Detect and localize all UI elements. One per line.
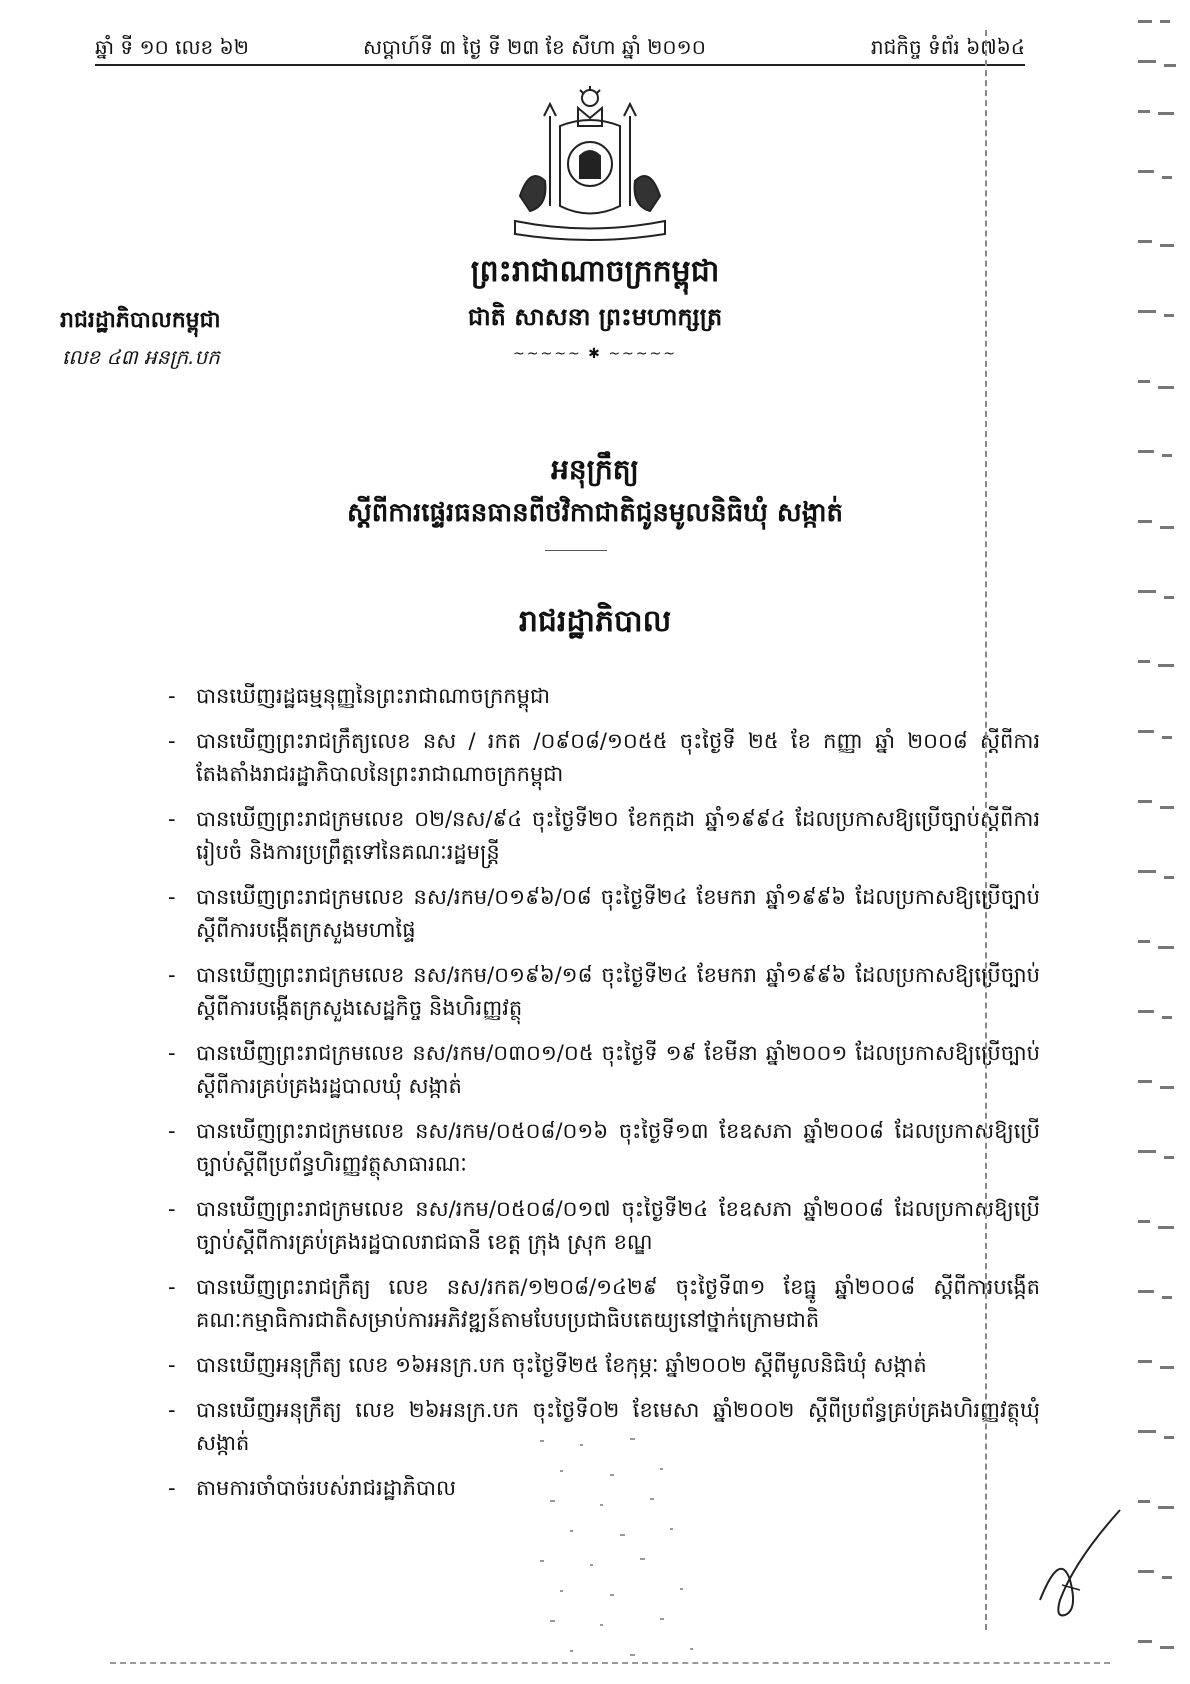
consideration-text: បានឃើញព្រះរាជក្រមលេខ នស/រកម/០៥០៨/០១៦ ចុះថ្ងៃទី១៣ ខែឧសភា ឆ្នាំ២០០៨ ដែលប្រកាសឱ្យប្រើច្បាប់ស្តីពីប្រព័ន្ធហិរញ្ញវត្ថុសាធារណៈ [196, 1119, 1040, 1176]
dash-icon: - [168, 963, 176, 987]
gazette-date: សប្តាហ៍ទី ៣ ថ្ងៃ ទី ២៣ ខែ សីហា ឆ្នាំ ២០១០ [363, 35, 706, 59]
signature-initial [1020, 1490, 1140, 1630]
issuing-government: រាជរដ្ឋាភិបាលកម្ពុជា [60, 308, 221, 333]
ornament-divider: ~~~~~ ✱ ~~~~~ [513, 346, 677, 362]
consideration-text: បានឃើញព្រះរាជក្រឹត្យ លេខ នស/រកត/១២០៨/១៤២៩ ចុះថ្ងៃទី៣១ ខែធ្នូ ឆ្នាំ២០០៨ ស្តីពីការបង្កើតគណៈកម្មាធិការជាតិសម្រាប់ការអភិវឌ្ឍន៍តាមបែបប្រជាធិបតេយ្យនៅថ្នាក់ក្រោមជាតិ [196, 1275, 1040, 1332]
royal-emblem-icon [500, 86, 680, 246]
list-item [168, 1349, 1040, 1382]
national-motto: ជាតិ សាសនា ព្រះមហាក្សត្រ [467, 303, 723, 331]
dash-icon: - [168, 885, 176, 909]
list-item [168, 959, 1040, 1025]
dash-icon: - [168, 1197, 176, 1221]
consideration-text: បានឃើញរដ្ឋធម្មនុញ្ញនៃព្រះរាជាណាចក្រកម្ពុជា [196, 684, 550, 708]
dash-icon: - [168, 807, 176, 831]
dash-icon: - [168, 1275, 176, 1299]
dash-icon: - [168, 1119, 176, 1143]
dash-icon: - [168, 729, 176, 753]
gazette-volume: ឆ្នាំ ទី ១០ លេខ ៦២ [95, 35, 249, 59]
consideration-text: បានឃើញព្រះរាជក្រមលេខ នស/រកម/០៣០១/០៥ ចុះថ្ងៃទី ១៩ ខែមីនា ឆ្នាំ២០០១ ដែលប្រកាសឱ្យប្រើច្បាប់ស្តីពីការគ្រប់គ្រងរដ្ឋបាលឃុំ សង្កាត់ [196, 1041, 1040, 1098]
list-item [168, 680, 1040, 713]
dash-icon: - [168, 1353, 176, 1377]
kingdom-name: ព្រះរាជាណាចក្រកម្ពុជា [470, 254, 720, 289]
dash-icon: - [168, 1041, 176, 1065]
dash-icon: - [168, 684, 176, 708]
list-item [168, 803, 1040, 869]
scan-fold-line [985, 30, 987, 1630]
consideration-text: បានឃើញព្រះរាជក្រឹត្យលេខ នស / រកត /០៩០៨/១០៥៥ ចុះថ្ងៃទី ២៥ ខែ កញ្ញា ឆ្នាំ ២០០៨ ស្តីពីការតែងតាំងរាជរដ្ឋាភិបាលនៃព្រះរាជាណាចក្រកម្ពុជា [196, 729, 1040, 786]
document-number: លេខ ៤៣ អនក្រ.បក [62, 345, 220, 369]
list-item [168, 725, 1040, 791]
gazette-header [95, 22, 1025, 66]
list-item [168, 881, 1040, 947]
title-underline [545, 550, 607, 551]
document-type: អនុក្រឹត្យ [551, 453, 639, 486]
scan-bottom-edge [110, 1662, 1110, 1664]
consideration-text: តាមការចាំបាច់របស់រាជរដ្ឋាភិបាល [196, 1476, 456, 1500]
list-item [168, 1115, 1040, 1181]
consideration-text: បានឃើញព្រះរាជក្រមលេខ ០២/នស/៩៤ ចុះថ្ងៃទី២០ ខែកក្កដា ឆ្នាំ១៩៩៤ ដែលប្រកាសឱ្យប្រើច្បាប់ស្តីពីការរៀបចំ និងការប្រព្រឹត្តទៅនៃគណៈរដ្ឋមន្ត្រី [196, 807, 1040, 864]
list-item [168, 1037, 1040, 1103]
dash-icon: - [168, 1476, 176, 1500]
government-heading: រាជរដ្ឋាភិបាល [518, 604, 672, 639]
dash-icon: - [168, 1398, 176, 1422]
list-item [168, 1193, 1040, 1259]
gazette-page-number: រាជកិច្ច ទំព័រ ៦៧៦៤ [870, 35, 1025, 59]
considerations-list [168, 680, 1040, 1517]
consideration-text: បានឃើញព្រះរាជក្រមលេខ នស/រកម/០១៩៦/១៨ ចុះថ្ងៃទី២៤ ខែមករា ឆ្នាំ១៩៩៦ ដែលប្រកាសឱ្យប្រើច្បាប់ស្តីពីការបង្កើតក្រសួងសេដ្ឋកិច្ច និងហិរញ្ញវត្ថុ [196, 963, 1040, 1020]
list-item [168, 1271, 1040, 1337]
scan-margin-noise [1130, 0, 1190, 1684]
consideration-text: បានឃើញព្រះរាជក្រមលេខ នស/រកម/០៥០៨/០១៧ ចុះថ្ងៃទី២៤ ខែឧសភា ឆ្នាំ២០០៨ ដែលប្រកាសឱ្យប្រើច្បាប់ស្តីពីការគ្រប់គ្រងរដ្ឋបាលរាជធានី ខេត្ត ក្រុង ស្រុក ខណ្ឌ [196, 1197, 1040, 1254]
consideration-text: បានឃើញអនុក្រឹត្យ លេខ ២៦អនក្រ.បក ចុះថ្ងៃទី០២ ខែមេសា ឆ្នាំ២០០២ ស្តីពីប្រព័ន្ធគ្រប់គ្រងហិរញ្ញវត្ថុឃុំ សង្កាត់ [196, 1398, 1040, 1455]
document-title: ស្តីពីការផ្ទេរធនធានពីថវិកាជាតិជូនមូលនិធិឃុំ សង្កាត់ [347, 498, 843, 528]
consideration-text: បានឃើញអនុក្រឹត្យ លេខ ១៦អនក្រ.បក ចុះថ្ងៃទី២៥ ខែកុម្ភៈ ឆ្នាំ២០០២ ស្តីពីមូលនិធិឃុំ សង្កាត់ [196, 1353, 927, 1377]
consideration-text: បានឃើញព្រះរាជក្រមលេខ នស/រកម/០១៩៦/០៨ ចុះថ្ងៃទី២៤ ខែមករា ឆ្នាំ១៩៩៦ ដែលប្រកាសឱ្យប្រើច្បាប់ស្តីពីការបង្កើតក្រសួងមហាផ្ទៃ [196, 885, 1040, 942]
